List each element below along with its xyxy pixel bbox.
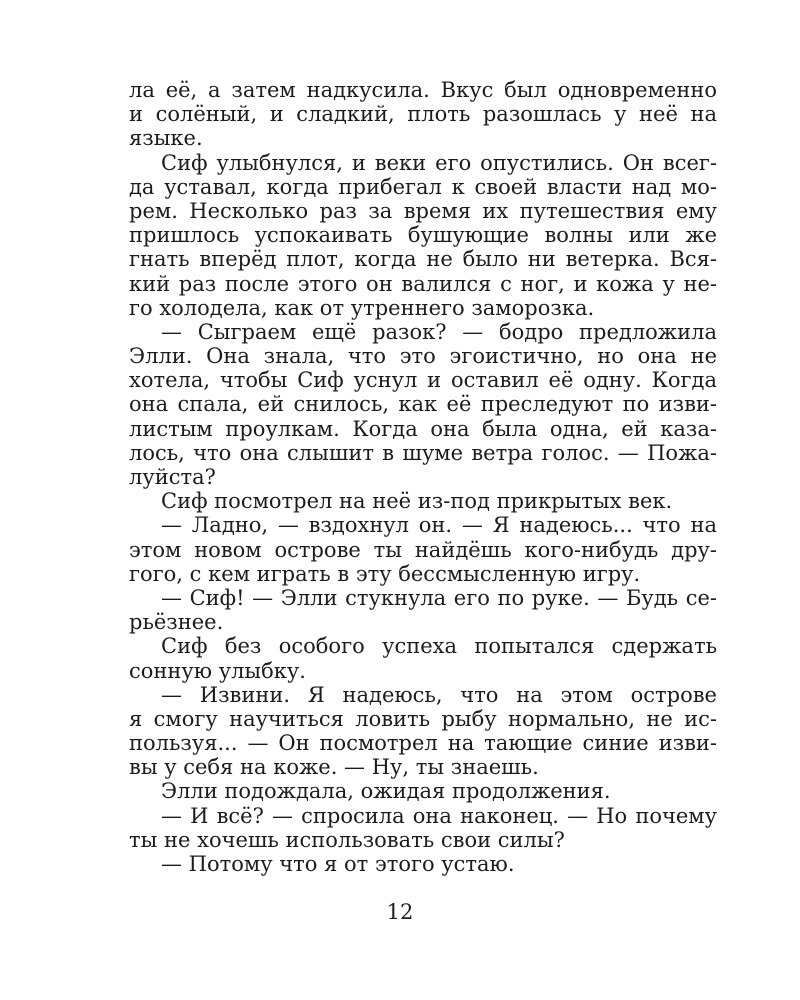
text-line: этом новом острове ты найдёшь кого-нибудь дру- [129,537,717,562]
paragraph-first-line: — Сыграем ещё разок? — бодро предложила [161,319,717,344]
text-line: сонную улыбку. [129,658,306,683]
text-line: пользуя... — Он посмотрел на тающие синие изви- [129,731,717,756]
paragraph-first-line: — Ладно, — вздохнул он. — Я надеюсь... что на [161,513,717,538]
paragraph-first-line: Сиф посмотрел на неё из-под прикрытых век. [161,489,673,514]
text-line: рем. Несколько раз за время их путешествия ему [129,198,717,223]
text-line: ла её, а затем надкусила. Вкус был одновременно [129,78,717,102]
paragraph-first-line: Элли подождала, ожидая продолжения. [161,779,611,804]
text-line: да уставал, когда прибегал к своей власти над мо- [129,174,717,199]
text-line: она спала, ей снилось, как её преследуют по изви- [129,392,717,417]
text-line: я смогу научиться ловить рыбу нормально, не ис- [129,706,717,731]
text-line: вы у себя на коже. — Ну, ты знаешь. [129,755,539,780]
paragraph-first-line: — И всё? — спросила она наконец. — Но почему [161,803,717,828]
paragraph-first-line: Сиф без особого успеха попытался сдержать [161,634,717,659]
text-line: гого, с кем играть в эту бессмысленную игру. [129,561,641,586]
text-line: хотела, чтобы Сиф уснул и оставил её одну. Когда [129,368,717,393]
text-line: Элли. Она знала, что это эгоистично, но она не [129,344,717,369]
text-line: го холодела, как от утреннего заморозка. [129,295,595,320]
body-text [129,78,717,876]
text-line: кий раз после этого он валился с ног, и кожа у не- [129,271,717,296]
paragraph-first-line: — Потому что я от этого устаю. [161,852,515,876]
text-line: пришлось успокаивать бушующие волны или же [129,223,717,248]
text-line: и солёный, и сладкий, плоть разошлась у неё на [129,102,717,127]
text-line: листым проулкам. Когда она была одна, ей каза- [129,416,717,441]
text-line: гнать вперёд плот, когда не было ни ветерка. Вся- [129,247,717,272]
paragraph-first-line: — Сиф! — Элли стукнула его по руке. — Будь се- [161,585,717,610]
text-line: языке. [129,126,203,151]
page-number: 12 [386,900,414,924]
paragraph-first-line: — Извини. Я надеюсь, что на этом острове [161,682,717,707]
text-line: лось, что она слышит в шуме ветра голос. — Пожа- [129,440,717,465]
paragraph-first-line: Сиф улыбнулся, и веки его опустились. Он всег- [161,150,717,175]
text-line: луйста? [129,465,216,489]
text-line: рьёзнее. [129,610,224,635]
text-line: ты не хочешь использовать свои силы? [129,827,565,852]
